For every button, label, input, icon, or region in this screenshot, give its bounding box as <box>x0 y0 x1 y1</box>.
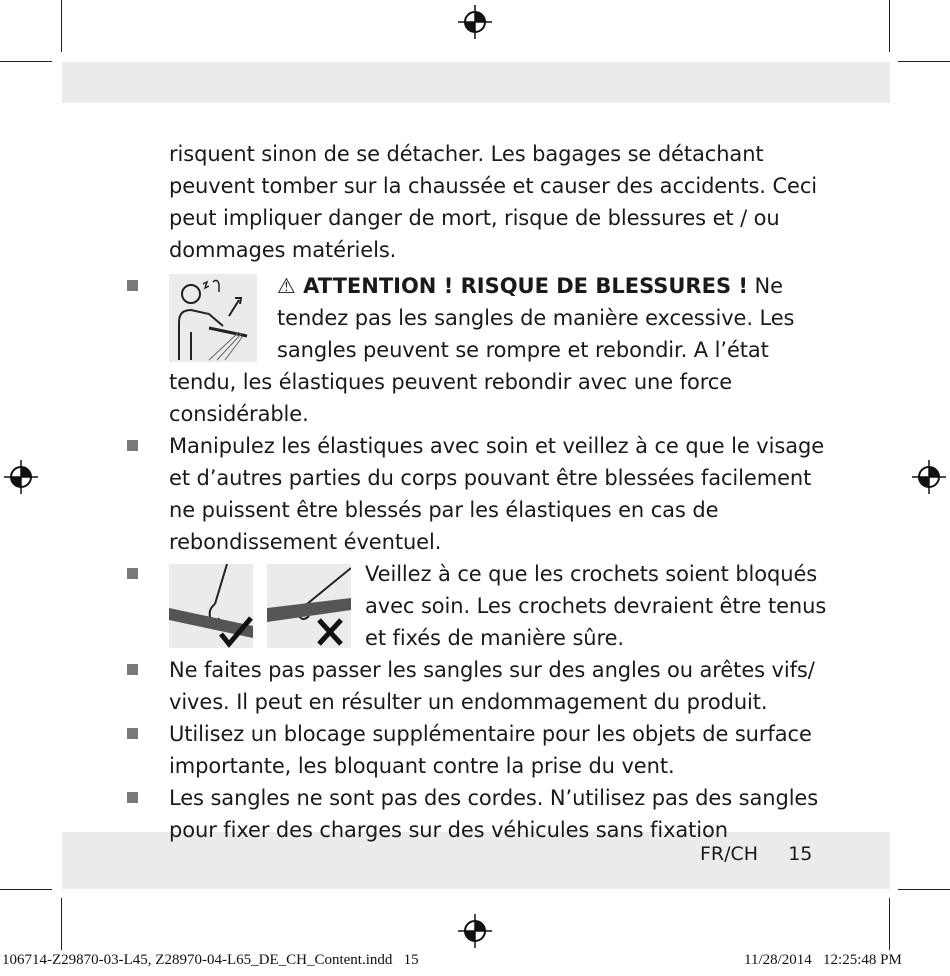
page-number: 15 <box>788 843 813 865</box>
list-item-text: Les sangles ne sont pas des cordes. N’utilisez pas des sangles pour fixer des charges sur des véhicules sans fixation <box>169 786 819 842</box>
print-slug-filename: 106714-Z29870-03-L45, Z28970-04-L65_DE_CH_Content.indd 15 <box>2 952 419 968</box>
warning-heading <box>277 274 748 298</box>
list-item <box>169 430 837 558</box>
list-item <box>169 654 837 718</box>
hook-correct-check-icon <box>169 564 253 648</box>
header-band <box>62 62 890 103</box>
print-slug-datetime: 11/28/2014 12:25:48 PM <box>744 952 902 968</box>
warning-triangle-icon: ⚠ <box>277 274 296 298</box>
crop-mark <box>0 889 52 890</box>
warning-text: Ne tendez pas les sangles de manière excessive. Les sangles peuvent se rompre et rebondir. A l’état tendu, les élastiques peuvent rebondir avec une force considérable. <box>169 274 795 426</box>
registration-mark-icon <box>911 459 947 495</box>
list-item <box>169 782 837 846</box>
list-item-text: Veillez à ce que les crochets soient bloqués avec soin. Les crochets devraient être tenus et fixés de manière sûre. <box>365 562 827 650</box>
registration-mark-icon <box>457 4 493 40</box>
crop-mark <box>61 898 62 950</box>
bullet-icon <box>127 440 138 451</box>
list-item-text: Manipulez les élastiques avec soin et veillez à ce que le visage et d’autres parties du corps pouvant être blessées facilement ne puissent être blessés par les élastiques en cas de rebondissement éventuel. <box>169 434 825 554</box>
list-item-hooks <box>169 558 837 654</box>
list-item <box>169 718 837 782</box>
document-body <box>169 138 837 846</box>
crop-mark <box>0 61 52 62</box>
crop-mark <box>889 0 890 52</box>
person-strap-recoil-icon <box>169 274 257 362</box>
paragraph-continuation: risquent sinon de se détacher. Les bagages se détachant peuvent tomber sur la chaussée et causer des accidents. Ceci peut impliquer danger de mort, risque de blessures et / ou dommages matériels. <box>169 142 818 262</box>
registration-mark-icon <box>3 459 39 495</box>
list-item-text: Utilisez un blocage supplémentaire pour les objets de surface importante, les bloquant contre la prise du vent. <box>169 722 812 778</box>
language-code: FR/CH <box>700 843 759 865</box>
bullet-icon <box>127 728 138 739</box>
hook-incorrect-cross-icon <box>267 564 351 648</box>
bullet-icon <box>127 792 138 803</box>
registration-mark-icon <box>457 913 493 949</box>
warning-item <box>169 270 837 430</box>
warning-title: ATTENTION ! RISQUE DE BLESSURES ! <box>303 274 748 298</box>
page-footer <box>700 843 812 865</box>
crop-mark <box>889 898 890 950</box>
bullet-icon <box>127 664 138 675</box>
crop-mark <box>898 61 950 62</box>
bullet-icon <box>127 568 138 579</box>
bullet-icon <box>127 280 138 291</box>
crop-mark <box>61 0 62 52</box>
crop-mark <box>898 889 950 890</box>
list-item-text: Ne faites pas passer les sangles sur des angles ou arêtes vifs/ vives. Il peut en résulter un endommagement du produit. <box>169 658 815 714</box>
